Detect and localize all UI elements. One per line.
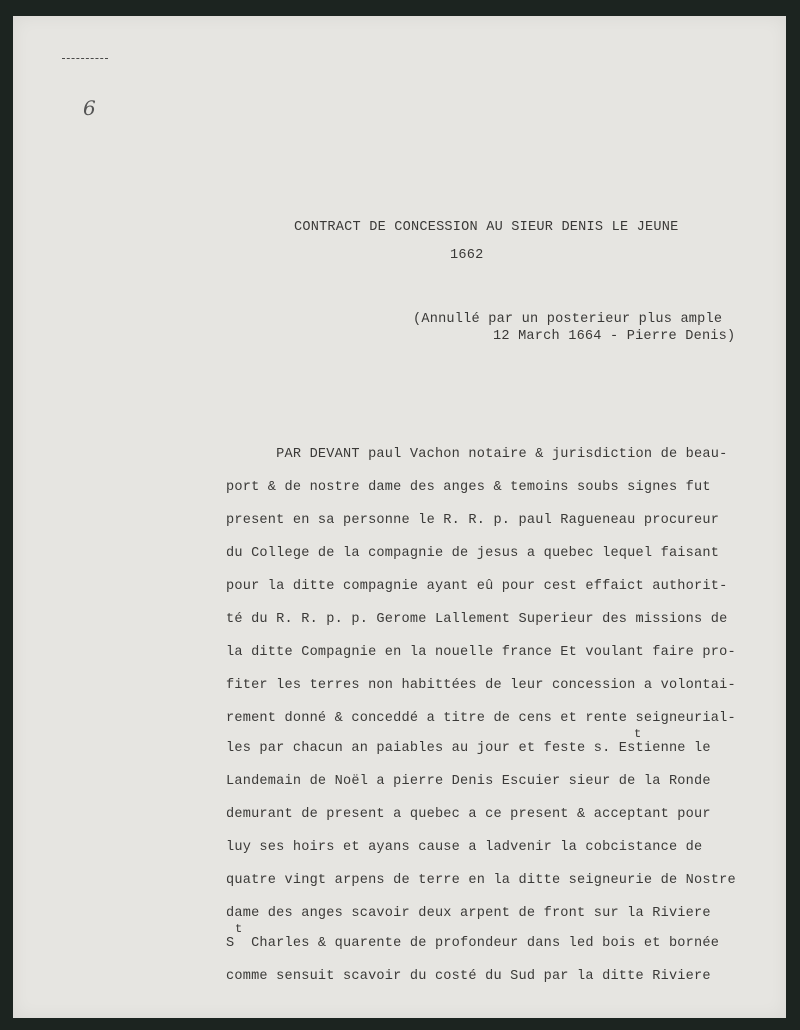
body-line: té du R. R. p. p. Gerome Lallement Superieur des missions de (226, 612, 728, 627)
body-line: PAR DEVANT paul Vachon notaire & jurisdiction de beau- (226, 447, 728, 462)
body-line: fiter les terres non habittées de leur concession a volontai- (226, 678, 736, 693)
body-line: Landemain de Noël a pierre Denis Escuier sieur de la Ronde (226, 774, 711, 789)
body-line: port & de nostre dame des anges & temoins soubs signes fut (226, 480, 711, 495)
body-line: dame des anges scavoir deux arpent de front sur la Riviere (226, 906, 711, 921)
body-line: demurant de present a quebec a ce present & acceptant pour (226, 807, 711, 822)
corner-pencil-mark (62, 58, 108, 59)
body-line: pour la ditte compagnie ayant eû pour cest effaict authorit- (226, 579, 728, 594)
body-line: present en sa personne le R. R. p. paul Ragueneau procureur (226, 513, 720, 528)
body-line: rement donné & conceddé a titre de cens et rente seigneurial- (226, 711, 736, 726)
document-title: CONTRACT DE CONCESSION AU SIEUR DENIS LE JEUNE (294, 220, 679, 235)
body-line: S Charles & quarente de profondeur dans led bois et bornée (226, 936, 720, 951)
body-line: luy ses hoirs et ayans cause a ladvenir la cobcistance de (226, 840, 703, 855)
body-line: quatre vingt arpens de terre en la ditte seigneurie de Nostre (226, 873, 736, 888)
body-line: du College de la compagnie de jesus a quebec lequel faisant (226, 546, 720, 561)
annotation-line-2: 12 March 1664 - Pierre Denis) (493, 329, 736, 344)
document-page (13, 16, 786, 1018)
handwritten-page-number: 6 (83, 96, 96, 120)
body-line: les par chacun an paiables au jour et feste s. Estienne le (226, 741, 711, 756)
superscript-t: t (634, 727, 642, 741)
superscript-t: t (235, 922, 243, 936)
body-line: la ditte Compagnie en la nouelle france Et voulant faire pro- (226, 645, 736, 660)
body-line: comme sensuit scavoir du costé du Sud par la ditte Riviere (226, 969, 711, 984)
document-year: 1662 (450, 248, 484, 263)
annotation-line-1: (Annullé par un posterieur plus ample (413, 312, 723, 327)
